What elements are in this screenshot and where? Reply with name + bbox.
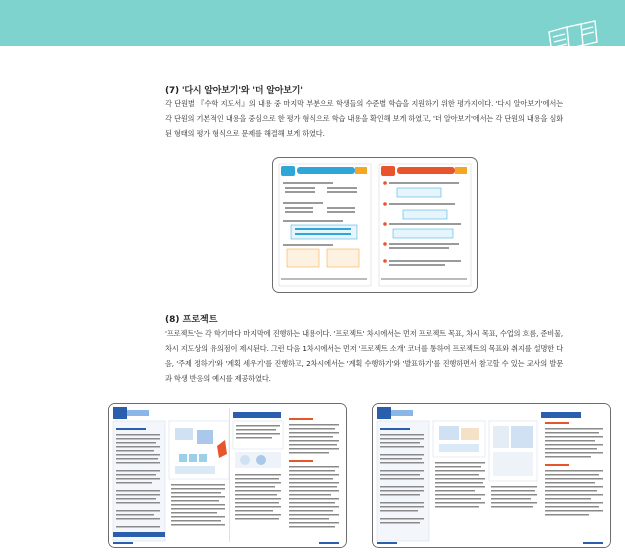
project-session-2-figure — [372, 403, 611, 548]
review-badge-left — [281, 166, 295, 176]
review-badge-right — [381, 166, 395, 176]
section-7-heading: (7) '다시 알아보기'와 '더 알아보기' — [165, 86, 303, 96]
project-session-1-thumbnail — [109, 404, 346, 547]
review-worksheet-figure — [272, 157, 478, 293]
section-7-paragraph: 각 단원별 『수학 지도서』의 내용 중 마지막 부분으로 학생들의 수준별 학습을 지원하기 위한 평가지이다. '다시 알아보기'에서는 각 단원의 기본적인 내용을 중심으로 한 평가 형식으로 학습 내용을 확인해 보게 하였고, '더 알아보기'에서는 각 단원의 내용을 심화된 형태의 평가 형식으로 문제를 해결해 보게 하였다. — [165, 99, 563, 138]
session-2-tab — [377, 407, 391, 419]
header-band — [0, 0, 625, 46]
project-session-2-thumbnail — [373, 404, 610, 547]
section-8-heading: (8) 프로젝트 — [165, 315, 218, 325]
project-session-1-figure — [108, 403, 347, 548]
session-1-tab — [113, 407, 127, 419]
book-pages-icon — [543, 18, 603, 56]
section-8-paragraph: '프로젝트'는 각 학기마다 마지막에 진행하는 내용이다. '프로젝트' 차시에서는 먼저 프로젝트 목표, 차시 목표, 수업의 흐름, 준비물, 차시 지도상의 유의점이 제시된다. 그런 다음 1차시에서는 먼저 '프로젝트 소개' 코너를 통하여 프로젝트의 목표와 취지를 설명한 다음, '주제 정하기'와 '계획 세우기'를 진행하고, 2차시에서는 '계획 수행하기'와 '발표하기'를 진행하면서 참고할 수 있는 교사의 발문과 학생 반응의 예시를 제공하였다. — [165, 329, 563, 383]
review-worksheet-thumbnail — [273, 158, 477, 292]
